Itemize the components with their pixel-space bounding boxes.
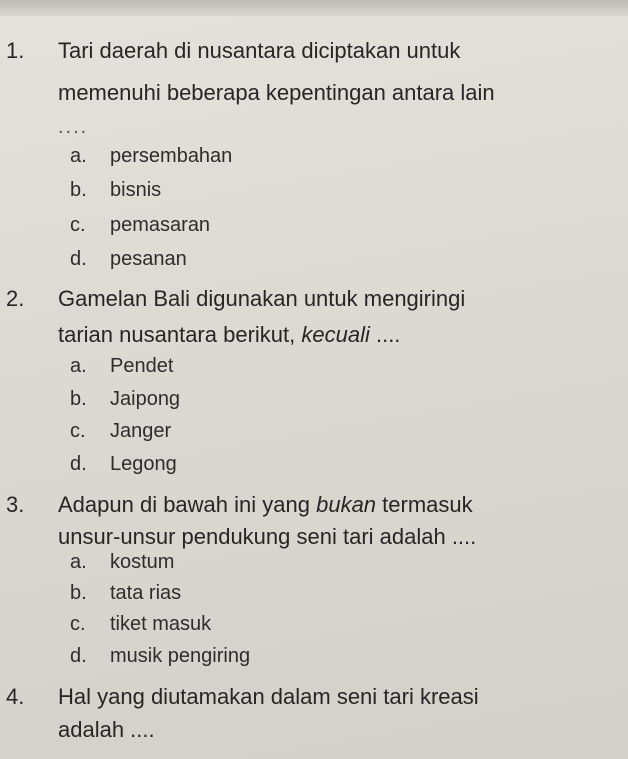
option-d[interactable]	[70, 248, 187, 271]
question-number: 3.	[6, 492, 25, 517]
option-a[interactable]	[70, 355, 173, 378]
option-a[interactable]	[70, 551, 174, 574]
option-letter: d.	[70, 645, 87, 667]
question-text-line	[58, 492, 473, 518]
option-a[interactable]	[70, 145, 232, 168]
option-text: tiket masuk	[110, 613, 212, 635]
option-letter: a.	[70, 355, 87, 377]
question-number: 1.	[6, 38, 25, 63]
option-letter: c.	[70, 214, 86, 236]
option-c[interactable]	[70, 214, 210, 237]
text-segment: ....	[369, 322, 401, 347]
option-letter: b.	[70, 582, 87, 604]
page-top-edge	[0, 0, 628, 16]
text-segment: tarian nusantara berikut,	[58, 322, 302, 347]
option-b[interactable]	[70, 179, 161, 202]
text-segment: Adapun di bawah ini yang	[58, 492, 317, 517]
question-text-line: unsur-unsur pendukung seni tari adalah ....	[58, 524, 477, 549]
option-text: Pendet	[110, 355, 174, 377]
emphasis-text: kecuali	[301, 322, 370, 347]
question-text-line: Hal yang diutamakan dalam seni tari kreasi	[58, 684, 479, 709]
option-text: tata rias	[110, 582, 182, 604]
option-text: Legong	[110, 453, 177, 475]
option-text: bisnis	[110, 179, 162, 201]
option-letter: c.	[70, 420, 86, 442]
question-text-line: memenuhi beberapa kepentingan antara lain	[58, 80, 495, 105]
option-text: persembahan	[110, 145, 233, 167]
option-b[interactable]	[70, 388, 180, 411]
question-text-line	[58, 322, 400, 348]
question-number: 4.	[6, 684, 25, 709]
option-text: pesanan	[110, 248, 187, 270]
question-continuation: ....	[58, 116, 89, 138]
question-text-line: Gamelan Bali digunakan untuk mengiringi	[58, 286, 466, 311]
option-letter: b.	[70, 179, 87, 201]
option-letter: d.	[70, 453, 87, 475]
option-letter: b.	[70, 388, 87, 410]
emphasis-text: bukan	[316, 492, 377, 517]
option-text: pemasaran	[110, 214, 211, 236]
option-c[interactable]	[70, 613, 211, 636]
option-text: musik pengiring	[110, 645, 251, 667]
option-text: Jaipong	[110, 388, 181, 410]
option-b[interactable]	[70, 582, 181, 605]
option-letter: d.	[70, 248, 87, 270]
option-text: kostum	[110, 551, 175, 573]
option-text: Janger	[110, 420, 172, 442]
question-text-line: Tari daerah di nusantara diciptakan untuk	[58, 38, 461, 63]
question-number: 2.	[6, 286, 25, 311]
option-letter: c.	[70, 613, 86, 635]
option-d[interactable]	[70, 453, 177, 476]
option-d[interactable]	[70, 645, 250, 668]
option-letter: a.	[70, 145, 87, 167]
question-text-line: adalah ....	[58, 717, 155, 742]
option-c[interactable]	[70, 420, 171, 443]
text-segment: termasuk	[376, 492, 473, 517]
option-letter: a.	[70, 551, 87, 573]
